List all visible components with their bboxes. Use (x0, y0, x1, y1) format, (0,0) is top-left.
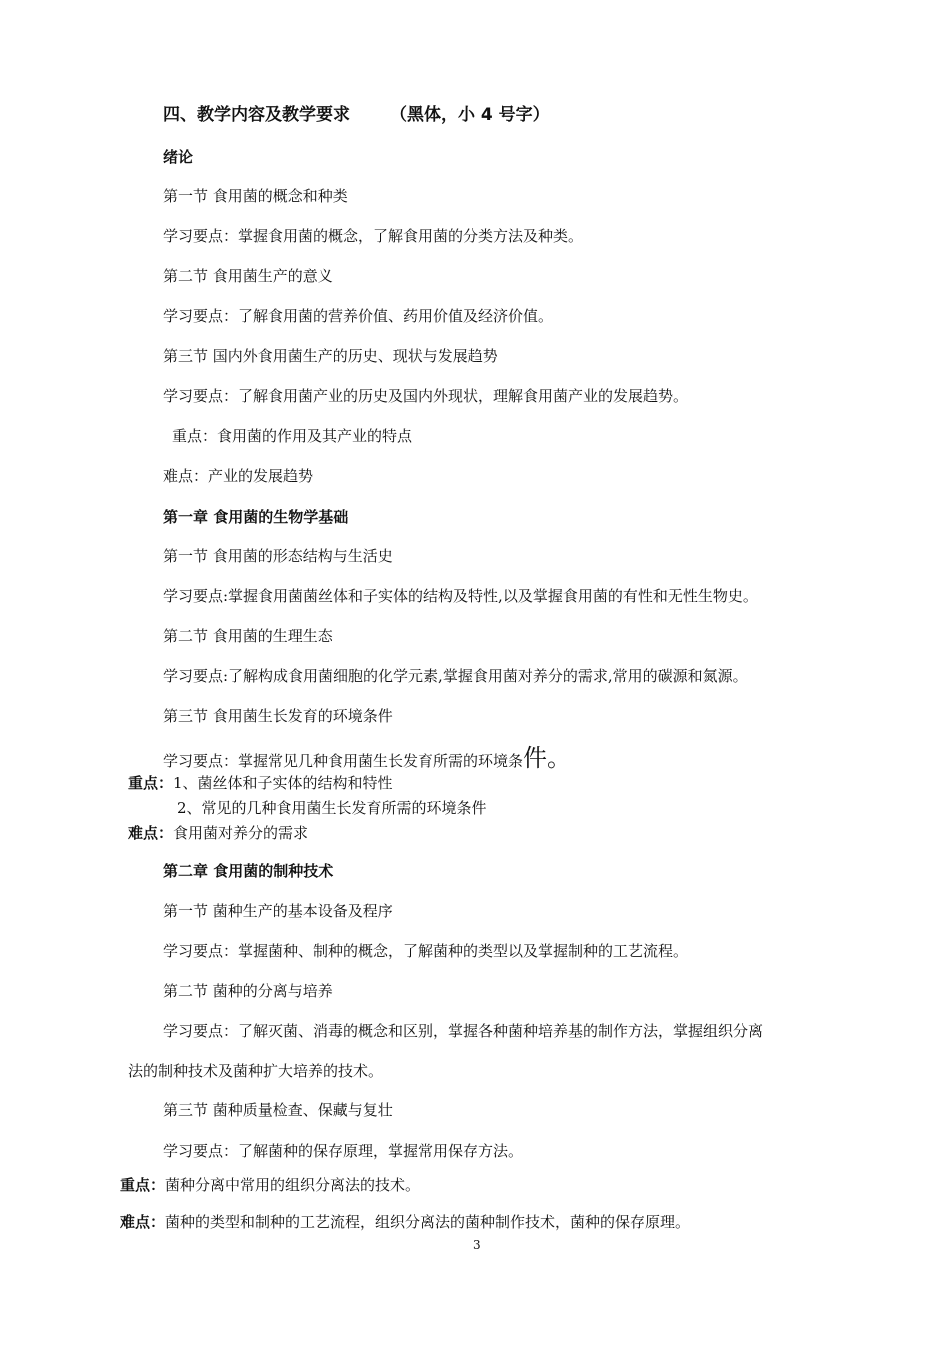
ch2-difficulty-label: 难点： (120, 1213, 166, 1231)
ch2-difficulty-text: 菌种的类型和制种的工艺流程，组织分离法的菌种制作技术，菌种的保存原理。 (165, 1213, 691, 1231)
ch2-key-label: 重点： (120, 1176, 166, 1194)
ch1-section-3-points-end: 件。 (523, 744, 572, 772)
section-heading-text: 四、教学内容及教学要求 (163, 105, 350, 125)
intro-section-1: 第一节 食用菌的概念和种类 (163, 187, 348, 205)
ch2-section-2-points-2: 法的制种技术及菌种扩大培养的技术。 (128, 1062, 384, 1080)
ch1-section-3-points (163, 744, 571, 775)
page-number: 3 (473, 1238, 481, 1252)
ch2-difficulty (120, 1212, 690, 1232)
intro-section-2-points: 学习要点：了解食用菌的营养价值、药用价值及经济价值。 (163, 307, 554, 325)
ch1-difficulty-label: 难点： (128, 824, 174, 842)
ch1-section-1-points: 学习要点:掌握食用菌菌丝体和子实体的结构及特性,以及掌握食用菌的有性和无性生物史。 (163, 587, 758, 605)
ch1-section-3-points-text: 学习要点：掌握常见几种食用菌生长发育所需的环境条 (163, 752, 524, 770)
ch2-section-3-points: 学习要点：了解菌种的保存原理，掌握常用保存方法。 (163, 1142, 524, 1160)
ch1-key-2: 2、常见的几种食用菌生长发育所需的环境条件 (177, 799, 487, 817)
section-heading-note: （黑体，小 4 号字） (390, 105, 550, 125)
ch2-key-text: 菌种分离中常用的组织分离法的技术。 (165, 1176, 421, 1194)
ch1-key-point (128, 773, 393, 793)
ch2-section-2-points-1: 学习要点：了解灭菌、消毒的概念和区别，掌握各种菌种培养基的制作方法，掌握组织分离 (163, 1022, 764, 1040)
ch1-key-1: 1、菌丝体和子实体的结构和特性 (173, 774, 393, 792)
ch1-difficulty-text: 食用菌对养分的需求 (173, 824, 309, 842)
intro-key-point: 重点：食用菌的作用及其产业的特点 (172, 427, 413, 445)
chapter-1-title: 第一章 食用菌的生物学基础 (163, 508, 349, 526)
ch2-section-1: 第一节 菌种生产的基本设备及程序 (163, 902, 393, 920)
ch1-section-1: 第一节 食用菌的形态结构与生活史 (163, 547, 393, 565)
intro-section-3-points: 学习要点：了解食用菌产业的历史及国内外现状，理解食用菌产业的发展趋势。 (163, 387, 689, 405)
ch1-difficulty (128, 823, 308, 843)
chapter-2-title: 第二章 食用菌的制种技术 (163, 862, 334, 880)
section-heading (163, 105, 550, 125)
intro-section-1-points: 学习要点：掌握食用菌的概念，了解食用菌的分类方法及种类。 (163, 227, 584, 245)
ch1-section-2: 第二节 食用菌的生理生态 (163, 627, 333, 645)
ch1-section-2-points: 学习要点:了解构成食用菌细胞的化学元素,掌握食用菌对养分的需求,常用的碳源和氮源。 (163, 667, 748, 685)
intro-section-3: 第三节 国内外食用菌生产的历史、现状与发展趋势 (163, 347, 498, 365)
ch2-section-1-points: 学习要点：掌握菌种、制种的概念，了解菌种的类型以及掌握制种的工艺流程。 (163, 942, 689, 960)
ch2-section-3: 第三节 菌种质量检查、保藏与复壮 (163, 1101, 393, 1119)
ch1-key-label: 重点： (128, 774, 174, 792)
intro-title: 绪论 (163, 148, 194, 166)
intro-difficulty: 难点：产业的发展趋势 (163, 467, 314, 485)
ch2-section-2: 第二节 菌种的分离与培养 (163, 982, 333, 1000)
ch2-key-point (120, 1175, 420, 1195)
intro-section-2: 第二节 食用菌生产的意义 (163, 267, 333, 285)
ch1-section-3: 第三节 食用菌生长发育的环境条件 (163, 707, 393, 725)
